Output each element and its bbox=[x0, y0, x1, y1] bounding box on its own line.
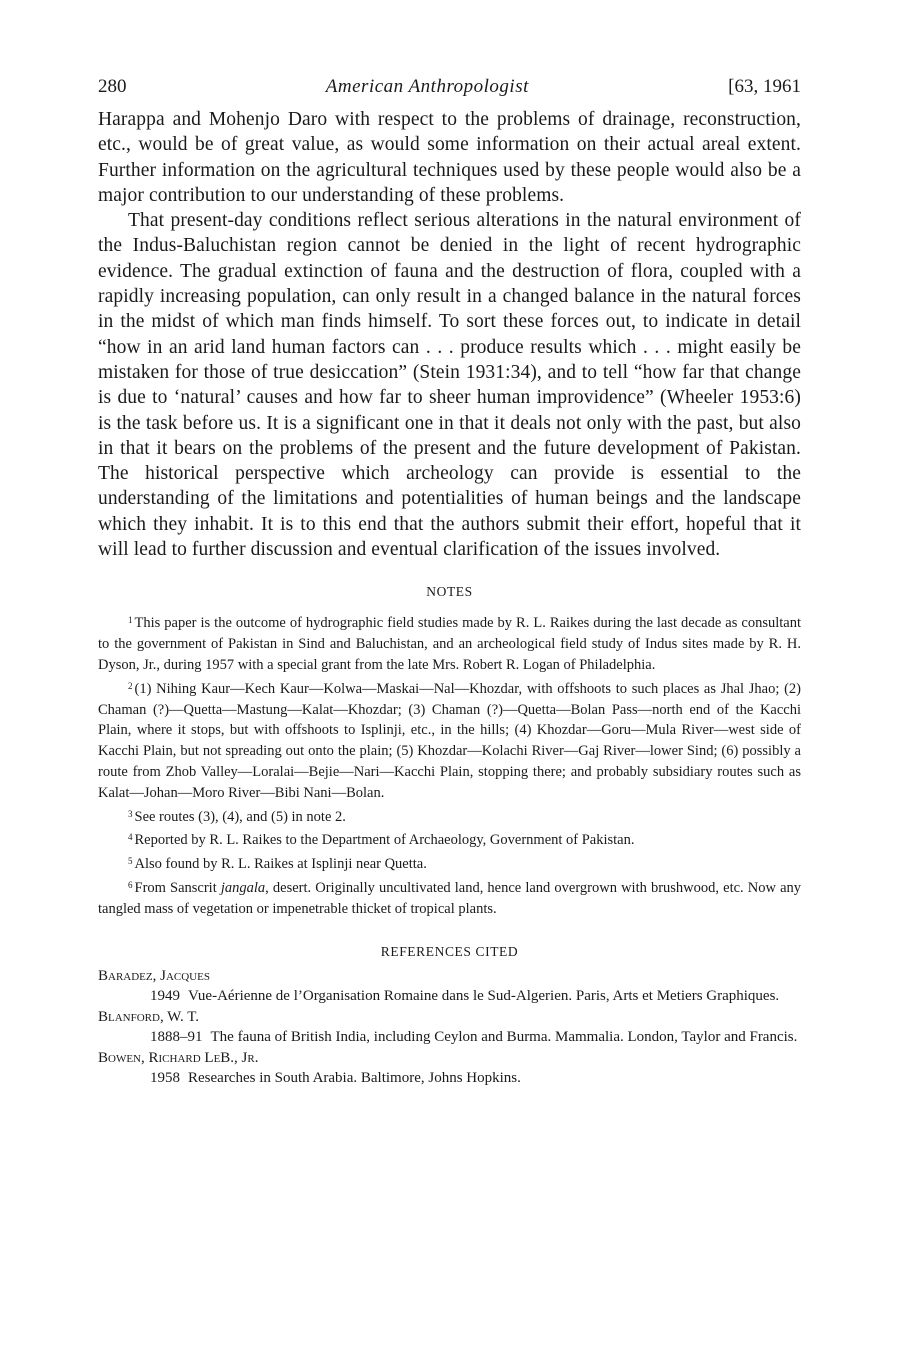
reference-year: 1888–91 bbox=[150, 1029, 203, 1045]
reference-text: Vue-Aérienne de l’Organisation Romaine dans le Sud-Algerien. Paris, Arts et Metiers Graphiques. bbox=[188, 988, 780, 1004]
note-text: (1) Nihing Kaur—Kech Kaur—Kolwa—Maskai—Nal—Khozdar, with offshoots to such places as Jhal Jhao; (2) Chaman (?)—Quetta—Mastung—Kalat—Khozdar; (3) Chaman (?)—Quetta—Bolan Pass—north end of the Kacchi Plain, where it stops, but with offshoots to Isplinji, etc., in the hills; (4) Khozdar—Goru—Mula River—west side of Kacchi Plain, but not spreading out onto the plain; (5) Khozdar—Kolachi River—Gaj River—lower Sind; (6) possibly a route from Zhob Valley—Loralai—Bejie—Nari—Kacchi Plain, stopping there; and probably subsidiary routes such as Kalat—Johan—Moro River—Bibi Nani—Bolan. bbox=[98, 680, 801, 801]
note-item bbox=[98, 804, 801, 828]
note-text: Reported by R. L. Raikes to the Department of Archaeology, Government of Pakistan. bbox=[134, 832, 635, 849]
note-number: 6 bbox=[128, 879, 133, 890]
reference-text: Researches in South Arabia. Baltimore, Johns Hopkins. bbox=[188, 1070, 521, 1086]
body-text bbox=[98, 107, 801, 562]
notes-heading: NOTES bbox=[426, 584, 473, 600]
page bbox=[98, 76, 801, 1089]
reference-entry bbox=[98, 986, 801, 1007]
note-item bbox=[98, 610, 801, 675]
running-header bbox=[98, 76, 801, 102]
note-number: 5 bbox=[128, 856, 133, 867]
note-text-pre: From Sanscrit bbox=[134, 879, 221, 896]
note-text: Also found by R. L. Raikes at Isplinji near Quetta. bbox=[134, 856, 427, 873]
note-text-italic: jangala bbox=[220, 879, 266, 896]
note-item bbox=[98, 875, 801, 920]
volume-year: [63, 1961 bbox=[728, 76, 801, 97]
reference-author: Bowen, Richard LeB., Jr. bbox=[98, 1049, 259, 1066]
references-list bbox=[98, 966, 801, 1089]
note-text: See routes (3), (4), and (5) in note 2. bbox=[134, 808, 346, 825]
reference-author: Baradez, Jacques bbox=[98, 967, 210, 984]
note-item bbox=[98, 676, 801, 804]
reference-entry bbox=[98, 1068, 801, 1089]
reference-entry bbox=[98, 1027, 801, 1048]
note-item bbox=[98, 851, 801, 875]
reference-author: Blanford, W. T. bbox=[98, 1008, 199, 1025]
note-text: This paper is the outcome of hydrographic field studies made by R. L. Raikes during the last decade as consultant to the government of Pakistan in Sind and Baluchistan, and an archeological field study of Indus sites made by R. H. Dyson, Jr., during 1957 with a special grant from the late Mrs. Robert R. Logan of Philadelphia. bbox=[98, 615, 801, 673]
reference-year: 1958 bbox=[150, 1070, 180, 1086]
journal-title: American Anthropologist bbox=[325, 76, 529, 97]
note-number: 4 bbox=[128, 832, 133, 843]
reference-text: The fauna of British India, including Ceylon and Burma. Mammalia. London, Taylor and Francis. bbox=[210, 1029, 798, 1045]
page-number: 280 bbox=[98, 76, 127, 97]
note-number: 3 bbox=[128, 808, 133, 819]
note-text-post: , desert. Originally uncultivated land, hence land overgrown with brushwood, etc. Now any tangled mass of vegetation or impenetrable thicket of tropical plants. bbox=[98, 879, 802, 917]
body-paragraph: Harappa and Mohenjo Daro with respect to the problems of drainage, reconstruction, etc., would be of great value, as would some information on their actual areal extent. Further information on the agricultural techniques used by these people would also be a major contribution to our understanding of these problems. bbox=[98, 109, 801, 206]
note-item bbox=[98, 827, 801, 851]
references-heading: REFERENCES CITED bbox=[380, 943, 519, 959]
note-number: 2 bbox=[128, 680, 133, 691]
body-paragraph: That present-day conditions reflect serious alterations in the natural environment of the Indus-Baluchistan region cannot be denied in the light of recent hydrographic evidence. The gradual extinction of fauna and the destruction of flora, coupled with a rapidly increasing population, can only result in a changed balance in the natural forces in the midst of which man finds himself. To sort these forces out, to indicate in detail “how in an arid land human factors can . . . produce results which . . . might easily be mistaken for those of true desiccation” (Stein 1931:34), and to tell “how far that change is due to ‘natural’ causes and how far to sheer human improvidence” (Wheeler 1953:6) is the task before us. It is a significant one in that it deals not only with the past, but also in that it bears on the problems of the present and the future development of Pakistan. The historical perspective which archeology can provide is essential to the understanding of the limitations and potentialities of human beings and the landscape which they inhabit. It is to this end that the authors submit their effort, hopeful that it will lead to further discussion and eventual clarification of the issues involved. bbox=[98, 210, 801, 561]
reference-year: 1949 bbox=[150, 988, 180, 1004]
notes-list bbox=[98, 610, 801, 919]
note-number: 1 bbox=[128, 615, 133, 626]
